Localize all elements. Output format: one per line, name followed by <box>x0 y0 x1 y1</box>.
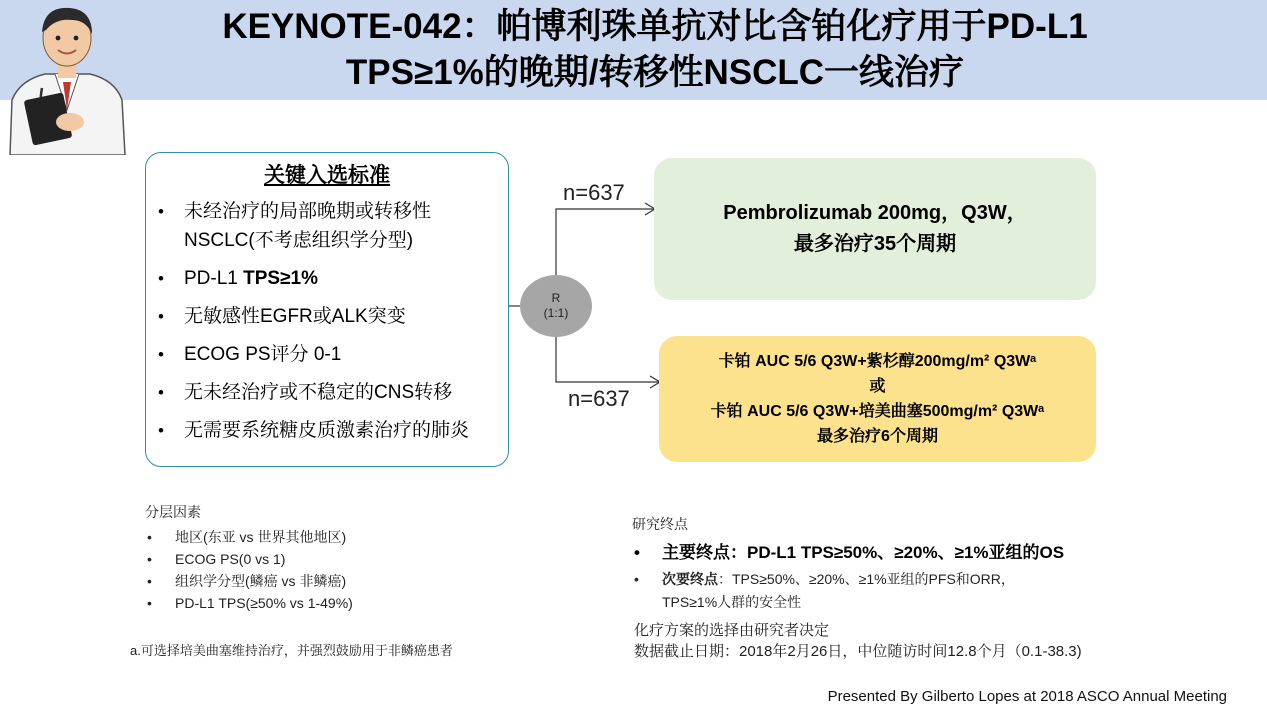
note-line: 化疗方案的选择由研究者决定 <box>634 622 830 639</box>
stratification-list <box>145 526 353 614</box>
primary-endpoint: • 主要终点：PD-L1 TPS≥50%、≥20%、≥1%亚组的OS <box>632 540 1232 566</box>
randomization-ratio: (1:1) <box>543 306 569 320</box>
connector-to-arm-1 <box>556 209 654 276</box>
criteria-item-prefix: PD-L1 <box>184 268 244 289</box>
footnote: a.可选择培美曲塞维持治疗，并强烈鼓励用于非鳞癌患者 <box>130 643 453 658</box>
arm-2-line: 卡铂 AUC 5/6 Q3W+紫杉醇200mg/m² Q3Wᵃ <box>718 353 1037 370</box>
criteria-item: • 无需要系统糖皮质激素治疗的肺炎 <box>156 416 506 445</box>
arm-1-line: 最多治疗35个周期 <box>793 233 957 255</box>
stratification-factors <box>145 502 353 614</box>
secondary-endpoint-label: 次要终点 <box>662 571 718 587</box>
presented-by: Presented By Gilberto Lopes at 2018 ASCO Annual Meeting <box>827 688 1227 705</box>
connector-to-arm-2 <box>556 336 659 382</box>
randomization-node <box>520 275 592 337</box>
secondary-endpoint-line-2: TPS≥1%人群的安全性 <box>662 594 802 610</box>
criteria-item-bold: TPS≥1% <box>243 268 318 289</box>
study-endpoints <box>632 514 1232 614</box>
arm-2-n: n=637 <box>568 386 630 411</box>
criteria-item: • 未经治疗的局部晚期或转移性NSCLC(不考虑组织学分型) <box>156 197 506 255</box>
stratification-item: • 地区(东亚 vs 世界其他地区) <box>145 526 353 548</box>
title-line-2: TPS≥1%的晚期/转移性NSCLC一线治疗 <box>345 53 965 92</box>
note-line: 数据截止日期：2018年2月26日，中位随访时间12.8个月（0.1-38.3) <box>634 643 1082 660</box>
arm-2-line: 卡铂 AUC 5/6 Q3W+培美曲塞500mg/m² Q3Wᵃ <box>710 403 1045 420</box>
stratification-title: 分层因素 <box>145 504 201 520</box>
arm-2-box <box>659 336 1096 462</box>
stratification-item: • ECOG PS(0 vs 1) <box>145 548 353 570</box>
secondary-endpoint <box>632 568 1232 614</box>
stratification-item: • PD-L1 TPS(≥50% vs 1-49%) <box>145 592 353 614</box>
endpoints-title: 研究终点 <box>632 516 688 532</box>
randomization-label: R <box>551 291 561 305</box>
stratification-item: • 组织学分型(鳞癌 vs 非鳞癌) <box>145 570 353 592</box>
arm-1-n: n=637 <box>563 180 625 205</box>
arm-1-box <box>654 158 1096 300</box>
study-notes <box>634 620 1082 662</box>
secondary-endpoint-line-1: ：TPS≥50%、≥20%、≥1%亚组的PFS和ORR， <box>718 571 1015 587</box>
arm-2-line: 或 <box>869 378 886 395</box>
title-line-1: KEYNOTE-042：帕博利珠单抗对比含铂化疗用于PD-L1 <box>222 7 1088 46</box>
arm-1-line: Pembrolizumab 200mg，Q3W， <box>723 202 1027 224</box>
criteria-item: • ECOG PS评分 0-1 <box>156 340 506 369</box>
arm-2-line: 最多治疗6个周期 <box>817 428 938 445</box>
criteria-item: • 无敏感性EGFR或ALK突变 <box>156 302 506 331</box>
criteria-item: • 无未经治疗或不稳定的CNS转移 <box>156 378 506 407</box>
criteria-title: 关键入选标准 <box>264 164 390 187</box>
